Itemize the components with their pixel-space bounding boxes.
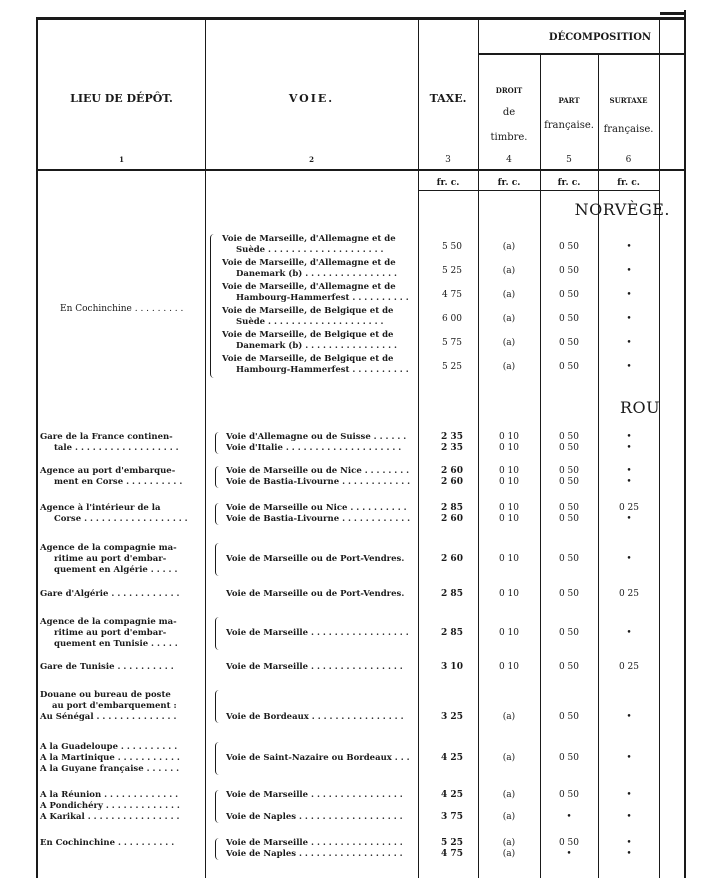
rou-place-line: A la Martinique . . . . . . . . . . .: [40, 753, 180, 763]
norvege-droit: (a): [502, 266, 516, 276]
norvege-taxe: 5 75: [441, 338, 463, 348]
rou-place-line: Gare de Tunisie . . . . . . . . . .: [40, 662, 174, 672]
decomposition-rule: [478, 53, 684, 55]
rou-place-line: A Pondichéry . . . . . . . . . . . . .: [40, 801, 180, 811]
norvege-voie-line1: Voie de Marseille, d'Allemagne et de: [222, 234, 396, 244]
col5-header-l2: française.: [544, 120, 594, 131]
rou-voie: Voie de Bastia-Livourne . . . . . . . . . . . .: [226, 514, 411, 524]
rou-place-line: ritime au port d'embar-: [54, 554, 167, 564]
rou-place-line: Au Sénégal . . . . . . . . . . . . . .: [40, 712, 177, 722]
header-rule: [36, 169, 684, 171]
col3-header: TAXE.: [429, 92, 467, 105]
rou-brace: [215, 543, 220, 576]
rou-droit: 0 10: [498, 443, 520, 453]
rou-droit: (a): [502, 838, 516, 848]
rou-place-line: tale . . . . . . . . . . . . . . . . . .: [54, 443, 179, 453]
norvege-voie-line1: Voie de Marseille, de Belgique et de: [222, 354, 394, 364]
rou-surtaxe: •: [626, 514, 632, 524]
rou-droit: 0 10: [498, 477, 520, 487]
norvege-surtaxe: •: [626, 362, 632, 372]
col4-unit: fr. c.: [497, 178, 521, 188]
rou-voie: Voie de Marseille ou de Port-Vendres.: [226, 589, 405, 599]
norvege-voie-line1: Voie de Marseille, de Belgique et de: [222, 306, 394, 316]
norvege-voie-line1: Voie de Marseille, d'Allemagne et de: [222, 258, 396, 268]
norvege-taxe: 5 50: [441, 242, 463, 252]
rou-part: 0 50: [558, 443, 580, 453]
top-rule: [36, 17, 684, 20]
rou-part: 0 50: [558, 753, 580, 763]
rou-part: 0 50: [558, 628, 580, 638]
rou-place-line: Corse . . . . . . . . . . . . . . . . . .: [54, 514, 188, 524]
rou-taxe: 4 75: [441, 849, 463, 859]
rou-droit: (a): [502, 712, 516, 722]
norvege-droit: (a): [502, 242, 516, 252]
norvege-voie-line2: Suède . . . . . . . . . . . . . . . . . . . .: [236, 317, 384, 327]
rou-place-line: Agence au port d'embarque-: [40, 466, 176, 476]
rou-place-line: Douane ou bureau de poste: [40, 690, 171, 700]
rou-surtaxe: •: [626, 628, 632, 638]
rou-droit: (a): [502, 790, 516, 800]
rou-surtaxe: •: [626, 432, 632, 442]
col6-unit: fr. c.: [617, 178, 640, 188]
unit-rule: [418, 190, 659, 191]
right-rule: [684, 10, 686, 878]
rou-part: •: [566, 849, 572, 859]
rou-taxe: 2 60: [441, 554, 463, 564]
norvege-part: 0 50: [558, 266, 580, 276]
norvege-part: 0 50: [558, 362, 580, 372]
rou-brace: [215, 432, 220, 454]
norvege-place: En Cochinchine . . . . . . . . .: [60, 304, 184, 314]
rou-part: 0 50: [558, 554, 580, 564]
rou-droit: 0 10: [498, 503, 520, 513]
rou-voie: Voie de Naples . . . . . . . . . . . . . . . . . .: [226, 812, 403, 822]
norvege-droit: (a): [502, 314, 516, 324]
rou-surtaxe: •: [626, 477, 632, 487]
rou-droit: 0 10: [498, 589, 520, 599]
col2-header: VOIE.: [288, 92, 335, 105]
norvege-voie-line2: Danemark (b) . . . . . . . . . . . . . . . .: [236, 341, 397, 351]
decomposition-header: DÉCOMPOSITION: [548, 32, 652, 43]
rou-taxe: 2 35: [441, 443, 463, 453]
norvege-brace: [210, 234, 215, 378]
col3-unit: fr. c.: [436, 178, 460, 188]
norvege-taxe: 5 25: [441, 266, 463, 276]
rou-part: 0 50: [558, 503, 580, 513]
norvege-droit: (a): [502, 338, 516, 348]
rou-voie: Voie de Marseille . . . . . . . . . . . . . . . .: [226, 662, 403, 672]
rou-place-line: A la Guyane française . . . . . .: [40, 764, 180, 774]
norvege-part: 0 50: [558, 242, 580, 252]
norvege-surtaxe: •: [626, 314, 632, 324]
rou-droit: 0 10: [498, 554, 520, 564]
norvege-title: NORVÈGE.: [574, 200, 670, 219]
rou-taxe: 3 75: [441, 812, 463, 822]
rou-taxe: 2 60: [441, 514, 463, 524]
rou-surtaxe: •: [626, 466, 632, 476]
rou-droit: 0 10: [498, 466, 520, 476]
rou-taxe: 2 35: [441, 432, 463, 442]
rou-surtaxe: •: [626, 849, 632, 859]
col4-header-l3: timbre.: [490, 132, 528, 143]
left-rule: [36, 17, 38, 878]
rou-place-line: ment en Corse . . . . . . . . . .: [54, 477, 183, 487]
rou-place-line: ritime au port d'embar-: [54, 628, 167, 638]
norvege-voie-line2: Hambourg-Hammerfest . . . . . . . . . .: [236, 293, 409, 303]
rou-brace: [215, 742, 220, 775]
col5-unit: fr. c.: [557, 178, 581, 188]
rou-surtaxe: 0 25: [618, 662, 640, 672]
rou-taxe: 3 25: [441, 712, 463, 722]
norvege-surtaxe: •: [626, 242, 632, 252]
rou-surtaxe: •: [626, 712, 632, 722]
rou-title: ROU: [620, 398, 661, 417]
rou-place-line: Agence à l'intérieur de la: [40, 503, 161, 513]
rou-part: 0 50: [558, 514, 580, 524]
norvege-voie-line2: Hambourg-Hammerfest . . . . . . . . . .: [236, 365, 409, 375]
rou-part: 0 50: [558, 662, 580, 672]
norvege-taxe: 5 25: [441, 362, 463, 372]
rou-place-line: Gare d'Algérie . . . . . . . . . . . .: [40, 589, 180, 599]
norvege-part: 0 50: [558, 338, 580, 348]
rou-surtaxe: •: [626, 790, 632, 800]
rou-brace: [215, 790, 220, 823]
norvege-droit: (a): [502, 290, 516, 300]
rou-surtaxe: •: [626, 753, 632, 763]
norvege-surtaxe: •: [626, 338, 632, 348]
rou-voie: Voie de Saint-Nazaire ou Bordeaux . . .: [226, 753, 410, 763]
norvege-taxe: 4 75: [441, 290, 463, 300]
norvege-surtaxe: •: [626, 266, 632, 276]
rou-taxe: 4 25: [441, 753, 463, 763]
rou-droit: (a): [502, 812, 516, 822]
norvege-taxe: 6 00: [441, 314, 463, 324]
rou-surtaxe: 0 25: [618, 589, 640, 599]
rou-place-line: Gare de la France continen-: [40, 432, 173, 442]
rou-part: •: [566, 812, 572, 822]
rou-taxe: 5 25: [441, 838, 463, 848]
col5-number: 5: [566, 155, 572, 165]
rou-droit: 0 10: [498, 514, 520, 524]
col4-number: 4: [506, 155, 512, 165]
rou-taxe: 4 25: [441, 790, 463, 800]
rou-droit: 0 10: [498, 432, 520, 442]
norvege-voie-line2: Danemark (b) . . . . . . . . . . . . . . . .: [236, 269, 397, 279]
norvege-part: 0 50: [558, 314, 580, 324]
col-divider-3: [478, 19, 479, 878]
rou-part: 0 50: [558, 432, 580, 442]
col1-header: LIEU DE DÉPÔT.: [70, 92, 173, 105]
rou-voie: Voie de Bordeaux . . . . . . . . . . . . . . . .: [226, 712, 404, 722]
rou-part: 0 50: [558, 589, 580, 599]
norvege-voie-line1: Voie de Marseille, de Belgique et de: [222, 330, 394, 340]
col2-number: 2: [309, 155, 314, 164]
rou-voie: Voie de Bastia-Livourne . . . . . . . . . . . .: [226, 477, 411, 487]
col4-header-l2: de: [502, 107, 516, 118]
rou-brace: [215, 503, 220, 525]
rou-droit: 0 10: [498, 662, 520, 672]
rou-brace: [215, 838, 220, 860]
col-divider-1: [205, 19, 206, 878]
rou-brace: [215, 617, 220, 650]
rou-droit: (a): [502, 753, 516, 763]
rou-taxe: 3 10: [441, 662, 463, 672]
rou-taxe: 2 85: [441, 589, 463, 599]
rou-brace: [215, 690, 220, 723]
norvege-voie-line2: Suède . . . . . . . . . . . . . . . . . . . .: [236, 245, 384, 255]
rou-brace: [215, 466, 220, 488]
rou-taxe: 2 85: [441, 503, 463, 513]
rou-part: 0 50: [558, 838, 580, 848]
rou-place-line: quement en Algérie . . . . .: [54, 565, 178, 575]
rou-part: 0 50: [558, 477, 580, 487]
rou-place-line: Agence de la compagnie ma-: [40, 543, 177, 553]
rou-place-line: A la Guadeloupe . . . . . . . . . .: [40, 742, 178, 752]
rou-part: 0 50: [558, 712, 580, 722]
rou-voie: Voie de Marseille . . . . . . . . . . . . . . . . .: [226, 628, 409, 638]
rou-taxe: 2 60: [441, 466, 463, 476]
norvege-surtaxe: •: [626, 290, 632, 300]
rou-part: 0 50: [558, 466, 580, 476]
rou-place-line: A Karikal . . . . . . . . . . . . . . . .: [40, 812, 180, 822]
norvege-part: 0 50: [558, 290, 580, 300]
rou-surtaxe: •: [626, 838, 632, 848]
rou-voie: Voie de Naples . . . . . . . . . . . . . . . . . .: [226, 849, 403, 859]
rou-voie: Voie de Marseille . . . . . . . . . . . . . . . .: [226, 838, 403, 848]
rou-taxe: 2 85: [441, 628, 463, 638]
rou-voie: Voie d'Allemagne ou de Suisse . . . . . .: [226, 432, 407, 442]
rou-voie: Voie de Marseille ou de Port-Vendres.: [226, 554, 405, 564]
rou-voie: Voie d'Italie . . . . . . . . . . . . . . . . . . . .: [226, 443, 402, 453]
rou-place-line: au port d'embarquement :: [52, 701, 177, 711]
rou-surtaxe: •: [626, 443, 632, 453]
rou-droit: 0 10: [498, 628, 520, 638]
rou-surtaxe: 0 25: [618, 503, 640, 513]
rou-place-line: quement en Tunisie . . . . .: [54, 639, 178, 649]
rou-taxe: 2 60: [441, 477, 463, 487]
rou-place-line: Agence de la compagnie ma-: [40, 617, 177, 627]
col4-header-l1: DROIT: [495, 86, 523, 95]
col5-header-l1: PART: [558, 96, 580, 105]
corner-mark: [660, 12, 686, 15]
rou-surtaxe: •: [626, 554, 632, 564]
rou-voie: Voie de Marseille . . . . . . . . . . . . . . . .: [226, 790, 403, 800]
rou-place-line: En Cochinchine . . . . . . . . . .: [40, 838, 175, 848]
col6-header-l1: SURTAXE: [609, 96, 648, 105]
norvege-voie-line1: Voie de Marseille, d'Allemagne et de: [222, 282, 396, 292]
rou-part: 0 50: [558, 790, 580, 800]
rou-surtaxe: •: [626, 812, 632, 822]
col-divider-2: [418, 19, 419, 878]
col6-number: 6: [625, 155, 632, 165]
norvege-droit: (a): [502, 362, 516, 372]
col3-number: 3: [445, 155, 451, 165]
rou-voie: Voie de Marseille ou Nice . . . . . . . . . .: [226, 503, 407, 513]
col6-header-l2: française.: [603, 124, 654, 135]
rou-voie: Voie de Marseille ou de Nice . . . . . . . .: [226, 466, 410, 476]
rou-droit: (a): [502, 849, 516, 859]
col1-number: 1: [119, 155, 124, 164]
col-divider-6: [659, 19, 660, 878]
rou-place-line: A la Réunion . . . . . . . . . . . . .: [40, 790, 179, 800]
